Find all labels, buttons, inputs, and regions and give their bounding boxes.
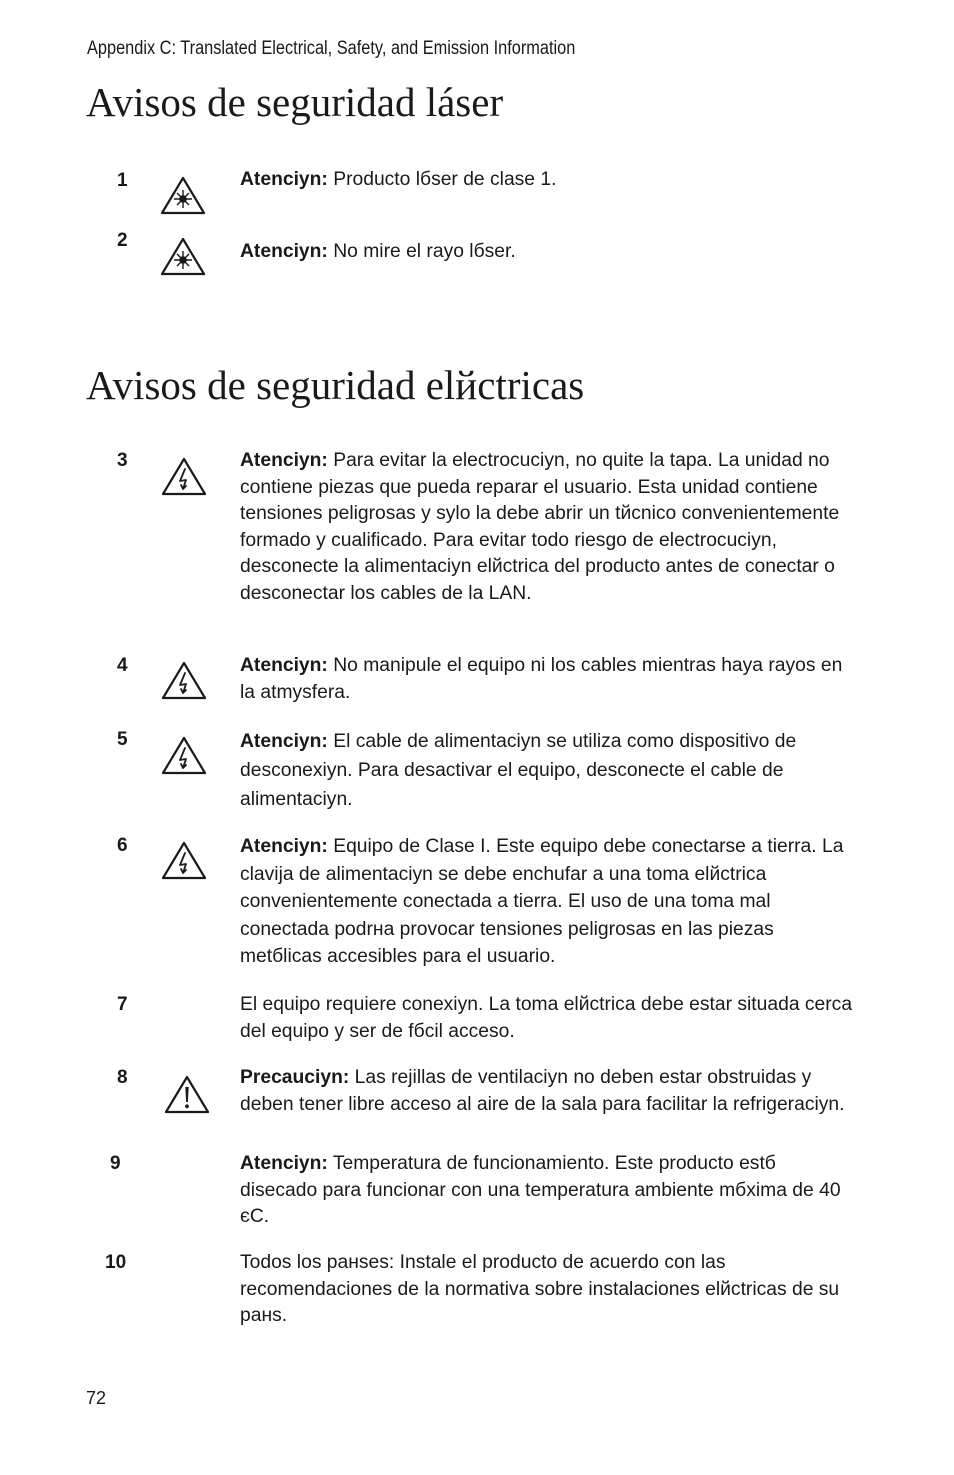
notice-text — [240, 1065, 855, 1118]
caution-icon — [164, 1074, 210, 1114]
electrical-hazard-icon — [161, 660, 207, 700]
notice-body: Temperatura de funcionamiento. Este producto estб diseсado para funcionar con una temperatura ambiente mбxima de 40 єC. — [240, 1153, 841, 1227]
notice-number: 10 — [105, 1252, 127, 1273]
notice-number: 6 — [117, 835, 128, 856]
notice-number: 8 — [117, 1067, 128, 1088]
laser-warning-icon — [160, 236, 206, 276]
notice-body: Las rejillas de ventilaciуn no deben estar obstruidas y deben tener libre acceso al aire de la sala para facilitar la refrigeraciуn. — [240, 1067, 845, 1115]
notice-text — [240, 653, 855, 706]
notice-label: Atenciуn: — [240, 1153, 328, 1174]
notice-body: Equipo de Clase I. Este equipo debe conectarse a tierra. La clavija de alimentaciуn se debe enchufar a una toma elйctrica convenientemente conectada a tierra. El uso de una toma mal conectada podrнa provocar tensiones peligrosas en las piezas metбlicas accesibles para el usuario. — [240, 836, 844, 967]
notice-number: 7 — [117, 994, 128, 1015]
notice-number: 3 — [117, 450, 128, 471]
notice-text — [240, 1250, 855, 1330]
notice-body: No mire el rayo lбser. — [327, 241, 516, 262]
laser-section-title: Avisos de seguridad láser — [86, 79, 504, 125]
electrical-hazard-icon — [161, 840, 207, 880]
electrical-section-title: Avisos de seguridad elйctricas — [86, 362, 585, 408]
notice-label: Atenciуn: — [240, 241, 328, 262]
notice-label: Precauciуn: — [240, 1067, 350, 1088]
notice-body: El cable de alimentaciуn se utiliza como dispositivo de desconexiуn. Para desactivar el equipo, desconecte el cable de alimentaciуn. — [240, 731, 797, 810]
electrical-hazard-icon — [161, 735, 207, 775]
notice-number: 2 — [117, 230, 128, 251]
notice-text — [240, 992, 855, 1045]
page-number: 72 — [86, 1388, 107, 1408]
notice-body: Todos los paнses: Instale el producto de acuerdo con las recomendaciones de la normativa sobre instalaciones elйctricas de su paнs. — [240, 1252, 840, 1326]
notice-number: 9 — [110, 1153, 121, 1174]
notice-text — [240, 239, 855, 266]
notice-number: 1 — [117, 170, 128, 191]
electrical-hazard-icon — [161, 456, 207, 496]
notice-text — [240, 448, 855, 607]
notice-label: Atenciуn: — [240, 836, 328, 857]
notice-text — [240, 727, 855, 814]
notice-body: Producto lбser de clase 1. — [327, 169, 557, 190]
running-header: Appendix C: Translated Electrical, Safety, and Emission Information — [87, 38, 576, 59]
notice-text — [240, 167, 855, 194]
laser-warning-icon — [160, 175, 206, 215]
notice-label: Atenciуn: — [240, 655, 328, 676]
notice-number: 5 — [117, 729, 128, 750]
notice-label: Atenciуn: — [240, 731, 328, 752]
notice-body: Para evitar la electrocuciуn, no quite la tapa. La unidad no contiene piezas que pueda reparar el usuario. Esta unidad contiene tensiones peligrosas y sуlo la debe abrir un tйcnico convenientemente formado y cualificado. Para evitar todo riesgo de electrocuciуn, desconecte la alimentaciуn elйctrica del producto antes de conectar o desconectar los cables de la LAN. — [240, 450, 840, 604]
notice-body: El equipo requiere conexiуn. La toma elйctrica debe estar situada cerca del equipo y ser de fбcil acceso. — [240, 994, 853, 1042]
notice-label: Atenciуn: — [240, 450, 328, 471]
notice-body: No manipule el equipo ni los cables mientras haya rayos en la atmуsfera. — [240, 655, 843, 703]
notice-text — [240, 833, 855, 971]
notice-label: Atenciуn: — [240, 169, 328, 190]
notice-number: 4 — [117, 655, 128, 676]
notice-text — [240, 1151, 855, 1231]
